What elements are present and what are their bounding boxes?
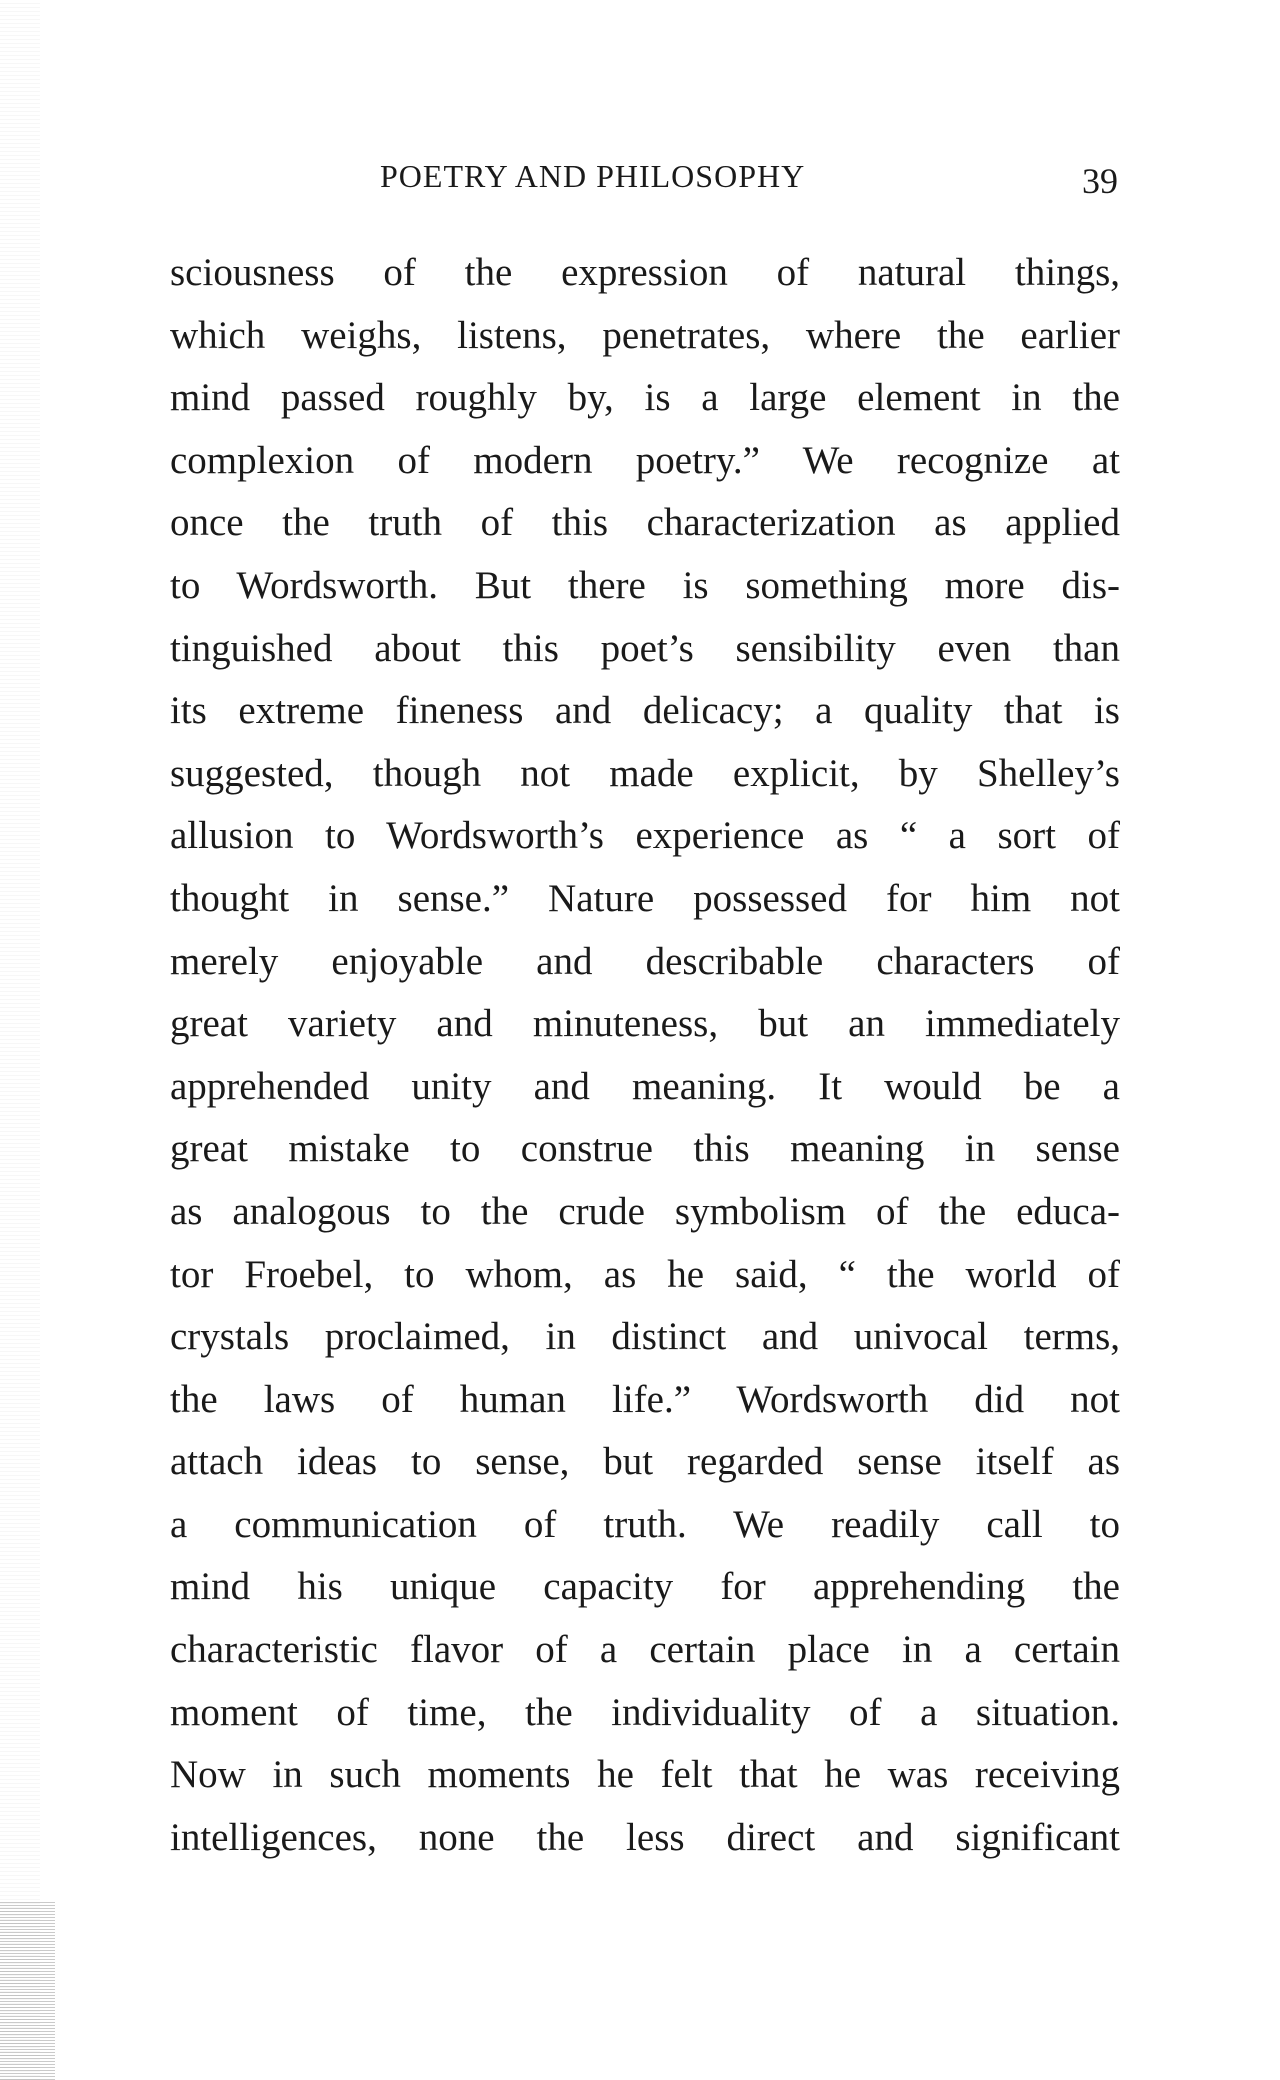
text-line: as analogous to the crude symbolism of the educa- — [170, 1189, 1120, 1233]
text-line: Now in such moments he felt that he was receiving — [170, 1753, 1120, 1797]
scan-edge — [0, 0, 40, 2080]
text-line: great variety and minuteness, but an immediately — [170, 1002, 1120, 1046]
text-line: the laws of human life.” Wordsworth did not — [170, 1377, 1120, 1421]
text-line: crystals proclaimed, in distinct and univocal terms, — [170, 1315, 1120, 1359]
text-line: which weighs, listens, penetrates, where the earlier — [170, 313, 1120, 357]
body-text — [170, 242, 1120, 1869]
text-line: mind passed roughly by, is a large element in the — [170, 376, 1120, 420]
text-line: tor Froebel, to whom, as he said, “ the world of — [170, 1252, 1120, 1296]
text-line: merely enjoyable and describable characters of — [170, 939, 1120, 983]
text-line: apprehended unity and meaning. It would be a — [170, 1064, 1120, 1108]
page-number: 39 — [1082, 161, 1118, 201]
scan-edge-bottom — [0, 1900, 55, 2080]
text-line: great mistake to construe this meaning in sense — [170, 1127, 1120, 1171]
text-line: suggested, though not made explicit, by Shelley’s — [170, 751, 1120, 795]
text-line: moment of time, the individuality of a situation. — [170, 1690, 1120, 1734]
running-header: POETRY AND PHILOSOPHY — [380, 158, 806, 194]
text-line: attach ideas to sense, but regarded sense itself as — [170, 1440, 1120, 1484]
text-line: a communication of truth. We readily call to — [170, 1502, 1120, 1546]
text-line: complexion of modern poetry.” We recognize at — [170, 438, 1120, 482]
text-line: mind his unique capacity for apprehending the — [170, 1565, 1120, 1609]
text-line: once the truth of this characterization as applied — [170, 501, 1120, 545]
text-line: allusion to Wordsworth’s experience as “ a sort of — [170, 814, 1120, 858]
text-line: characteristic flavor of a certain place in a certain — [170, 1628, 1120, 1672]
text-line: thought in sense.” Nature possessed for him not — [170, 876, 1120, 920]
text-line: to Wordsworth. But there is something more dis- — [170, 563, 1120, 607]
text-line: tinguished about this poet’s sensibility even than — [170, 626, 1120, 670]
text-line: its extreme fineness and delicacy; a quality that is — [170, 689, 1120, 733]
text-line: sciousness of the expression of natural things, — [170, 251, 1120, 294]
text-line: intelligences, none the less direct and significant — [170, 1815, 1120, 1859]
